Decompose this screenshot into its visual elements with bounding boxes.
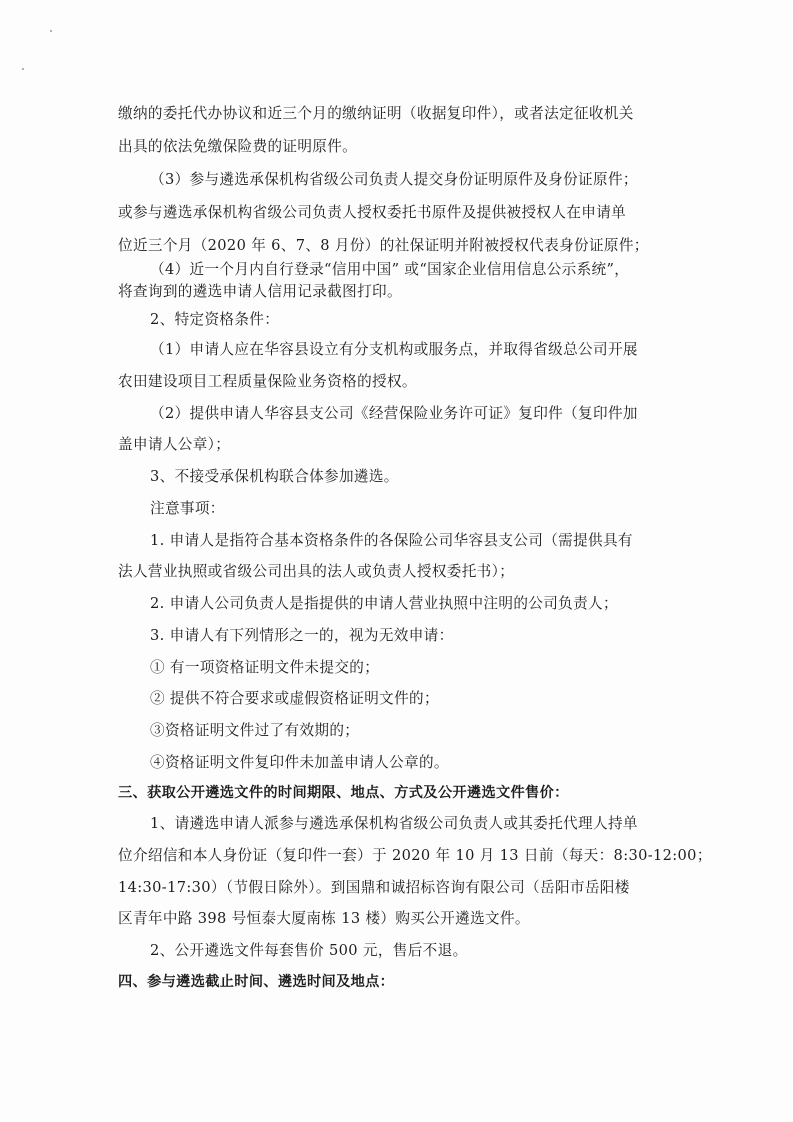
paragraph-line: 3. 申请人有下列情形之一的，视为无效申请： xyxy=(150,627,454,644)
list-item: ④资格证明文件复印件未加盖申请人公章的。 xyxy=(150,754,449,771)
section-heading-3: 三、获取公开遴选文件的时间期限、地点、方式及公开遴选文件售价： xyxy=(118,785,569,801)
paragraph-line: （1）申请人应在华容县设立有分支机构或服务点，并取得省级总公司开展 xyxy=(150,341,638,358)
paragraph-line: 1. 申请人是指符合基本资格条件的各保险公司华容县支公司（需提供具有 xyxy=(150,532,633,549)
paragraph-line: 出具的依法免缴保险费的证明原件。 xyxy=(118,138,358,155)
list-item: ② 提供不符合要求或虚假资格证明文件的； xyxy=(150,690,439,707)
paragraph-line: 农田建设项目工程质量保险业务资格的授权。 xyxy=(118,373,417,390)
paragraph-line: （2）提供申请人华容县支公司《经营保险业务许可证》复印件（复印件加 xyxy=(150,405,638,422)
scan-speck xyxy=(50,30,52,32)
paragraph-line: 法人营业执照或省级公司出具的法人或负责人授权委托书）； xyxy=(118,563,515,580)
paragraph-line: 位介绍信和本人身份证（复印件一套）于 2020 年 10 月 13 日前（每天：8:30-12:00； xyxy=(118,847,712,864)
list-item: ① 有一项资格证明文件未提交的； xyxy=(150,659,380,676)
scan-speck xyxy=(22,68,24,70)
paragraph-line: 1、请遴选申请人派参与遴选承保机构省级公司负责人或其委托代理人持单 xyxy=(150,815,638,832)
paragraph-line: 盖申请人公章）； xyxy=(118,436,231,453)
paragraph-line: 2、公开遴选文件每套售价 500 元，售后不退。 xyxy=(150,942,468,959)
paragraph-line: （3）参与遴选承保机构省级公司负责人提交身份证明原件及身份证原件； xyxy=(150,171,638,188)
paragraph-line: 将查询到的遴选申请人信用记录截图打印。 xyxy=(118,283,402,300)
list-item: ③资格证明文件过了有效期的； xyxy=(150,722,360,739)
paragraph-line: 14:30-17:30）（节假日除外）。到国鼎和诚招标咨询有限公司（岳阳市岳阳楼 xyxy=(118,879,630,896)
section-heading: 2、特定资格条件： xyxy=(150,311,280,328)
notes-heading: 注意事项： xyxy=(150,500,225,517)
paragraph-line: 2. 申请人公司负责人是指提供的申请人营业执照中注明的公司负责人； xyxy=(150,595,618,612)
paragraph-line: 或参与遴选承保机构省级公司负责人授权委托书原件及提供被授权人在申请单 xyxy=(118,204,627,221)
section-heading-4: 四、参与遴选截止时间、遴选时间及地点： xyxy=(118,974,395,990)
paragraph-line: 3、不接受承保机构联合体参加遴选。 xyxy=(150,468,399,485)
paragraph-line: 区青年中路 398 号恒泰大厦南栋 13 楼）购买公开遴选文件。 xyxy=(118,910,530,927)
paragraph-line: 缴纳的委托代办协议和近三个月的缴纳证明（收据复印件），或者法定征收机关 xyxy=(118,105,634,122)
paragraph-line: （4）近一个月内自行登录“信用中国” 或“国家企业信用信息公示系统”， xyxy=(150,261,630,278)
paragraph-line: 位近三个月（2020 年 6、7、8 月份）的社保证明并附被授权代表身份证原件； xyxy=(118,237,649,254)
